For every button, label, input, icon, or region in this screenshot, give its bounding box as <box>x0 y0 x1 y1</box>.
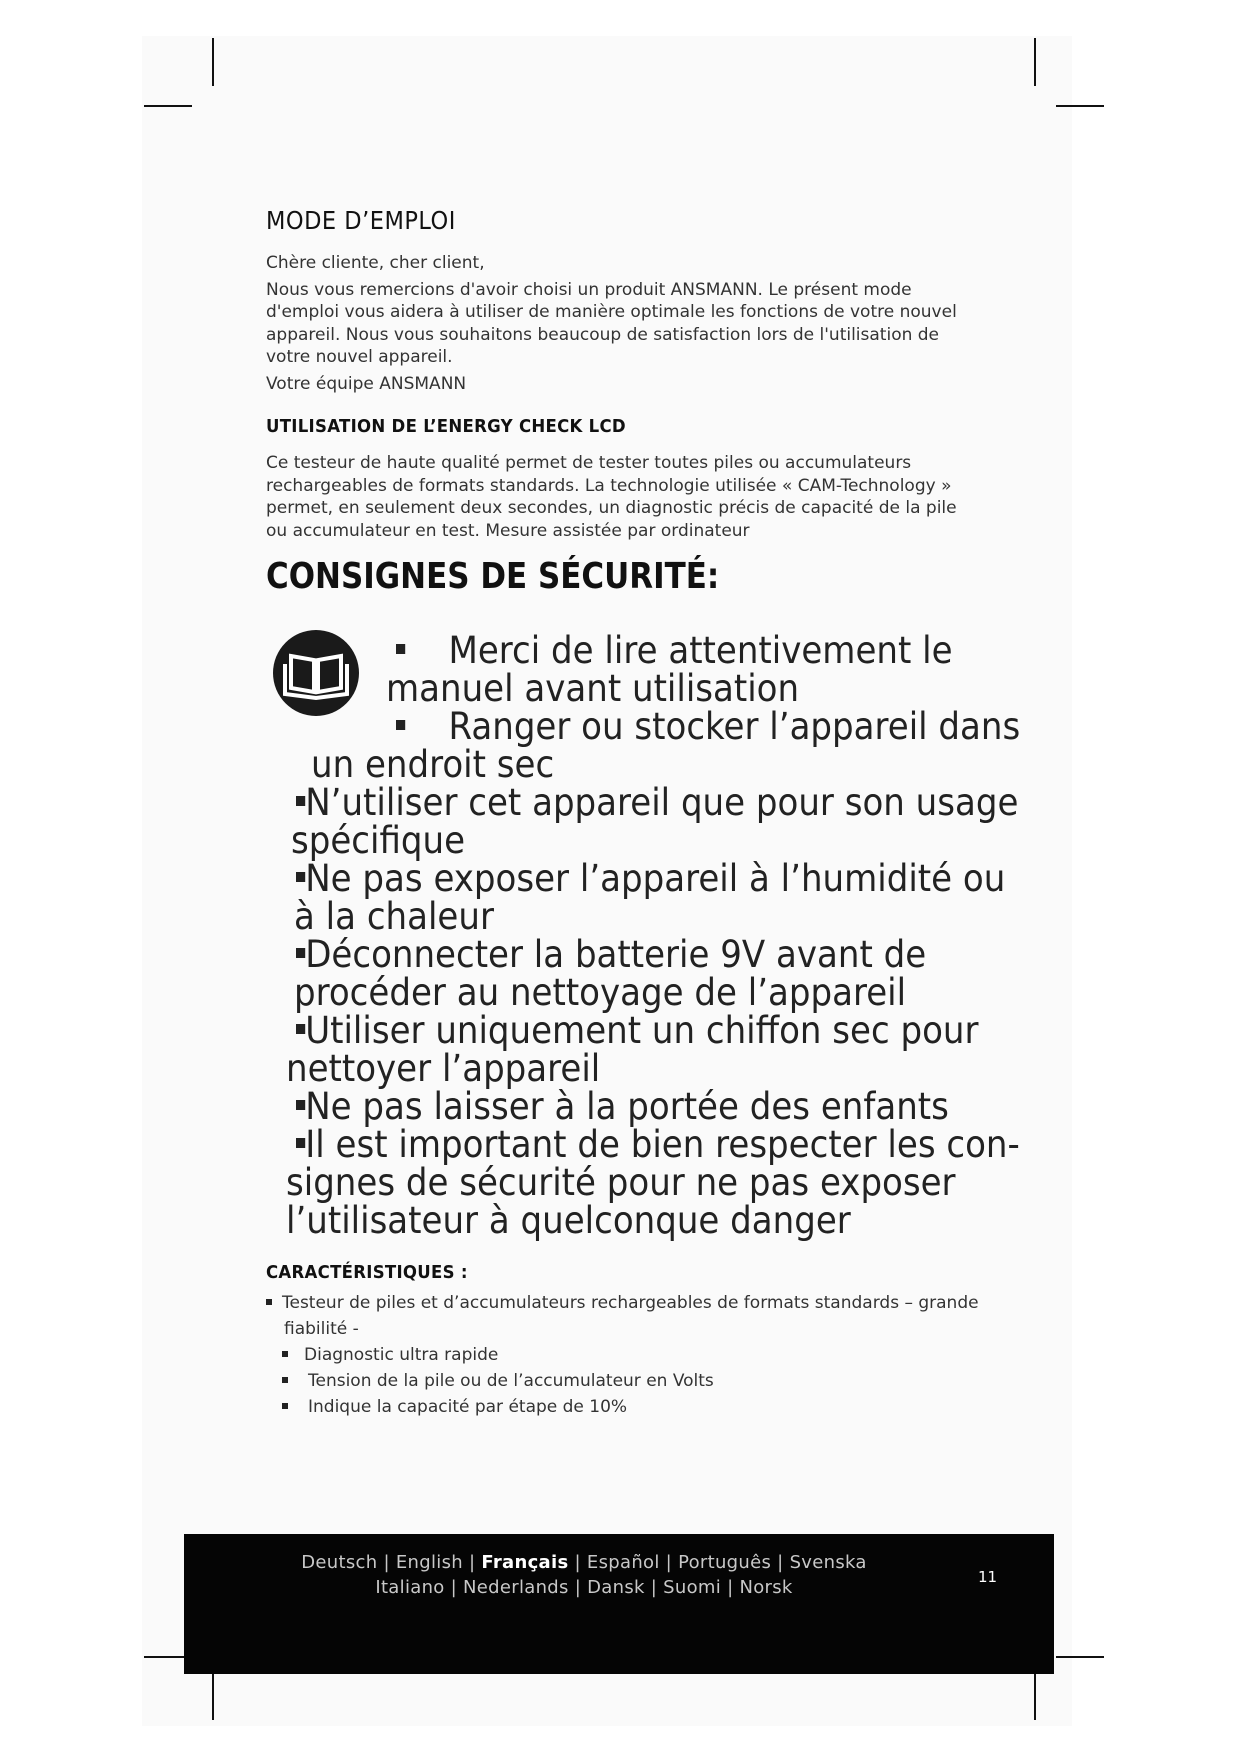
feature-item: Tension de la pile ou de l’accumulateur en Volts <box>266 1368 1026 1394</box>
safety-item-cont: signes de sécurité pour ne pas exposer <box>286 1161 956 1204</box>
feature-item-cont: fiabilité - <box>284 1319 359 1339</box>
crop-mark <box>1034 38 1036 86</box>
intro-greeting: Chère cliente, cher client, <box>266 253 485 273</box>
intro-signature: Votre équipe ANSMANN <box>266 373 467 394</box>
lang-link-italiano[interactable]: Italiano <box>375 1577 445 1598</box>
crop-mark <box>1034 1670 1036 1720</box>
safety-item: Merci de lire attentivement le <box>396 631 953 671</box>
language-line-2: Italiano | Nederlands | Dansk | Suomi | Norsk <box>375 1577 793 1598</box>
crop-mark <box>212 38 214 86</box>
lang-link-suomi[interactable]: Suomi <box>663 1577 722 1598</box>
crop-mark <box>212 1670 214 1720</box>
intro-line: votre nouvel appareil. <box>266 347 453 367</box>
safety-item: Ne pas laisser à la portée des enfants <box>296 1087 949 1127</box>
safety-item: Déconnecter la batterie 9V avant de <box>296 935 926 975</box>
lang-link-english[interactable]: English <box>395 1552 463 1573</box>
safety-item-cont: spécifique <box>291 819 466 862</box>
lang-link-deutsch[interactable]: Deutsch <box>301 1552 378 1573</box>
usage-line: Ce testeur de haute qualité permet de tester toutes piles ou accumulateurs <box>266 453 912 473</box>
features-heading: CARACTÉRISTIQUES : <box>266 1262 468 1283</box>
lang-link-espanol[interactable]: Español <box>586 1552 660 1573</box>
feature-item: Testeur de piles et d’accumulateurs rechargeables de formats standards – grande <box>266 1290 1026 1316</box>
crop-mark <box>1056 1656 1104 1658</box>
bullet-square <box>282 1377 288 1383</box>
intro-line: Nous vous remercions d'avoir choisi un produit ANSMANN. Le présent mode <box>266 279 912 300</box>
crop-mark <box>144 105 192 107</box>
lang-link-svenska[interactable]: Svenska <box>789 1552 867 1573</box>
safety-item: Il est important de bien respecter les con- <box>296 1125 1020 1165</box>
safety-item-cont: l’utilisateur à quelconque danger <box>286 1199 851 1242</box>
safety-item: Utiliser uniquement un chiffon sec pour <box>296 1011 979 1051</box>
feature-item: Diagnostic ultra rapide <box>266 1342 1026 1368</box>
features-list <box>266 1290 1026 1420</box>
page-title: MODE D’EMPLOI <box>266 206 456 235</box>
safety-item: N’utiliser cet appareil que pour son usage <box>296 783 1018 823</box>
intro-line: d'emploi vous aidera à utiliser de manière optimale les fonctions de votre nouvel <box>266 302 957 322</box>
crop-mark <box>1056 105 1104 107</box>
safety-heading: CONSIGNES DE SÉCURITÉ: <box>266 556 720 597</box>
intro-section <box>266 252 1006 395</box>
bullet-square <box>282 1351 288 1357</box>
usage-line: rechargeables de formats standards. La technologie utilisée « CAM-Technology » <box>266 475 952 496</box>
safety-item-cont: à la chaleur <box>294 895 494 938</box>
safety-item-cont: procéder au nettoyage de l’appareil <box>294 971 907 1014</box>
intro-line: appareil. Nous vous souhaitons beaucoup de satisfaction lors de l'utilisation de <box>266 324 940 345</box>
safety-item-cont: manuel avant utilisation <box>386 667 800 710</box>
lang-link-nederlands[interactable]: Nederlands <box>463 1577 569 1598</box>
language-nav <box>184 1550 984 1600</box>
usage-text <box>266 452 1006 542</box>
lang-link-norsk[interactable]: Norsk <box>739 1577 793 1598</box>
lang-link-dansk[interactable]: Dansk <box>587 1577 645 1598</box>
feature-item: Indique la capacité par étape de 10% <box>266 1394 1026 1420</box>
safety-item-cont: nettoyer l’appareil <box>286 1047 601 1090</box>
safety-item: Ranger ou stocker l’appareil dans <box>396 707 1020 747</box>
usage-heading: UTILISATION DE L’ENERGY CHECK LCD <box>266 416 626 437</box>
lang-link-portugues[interactable]: Português <box>678 1552 772 1573</box>
language-line-1: Deutsch | English | Français | Español | Português | Svenska <box>301 1552 867 1573</box>
bullet-square <box>282 1403 288 1409</box>
usage-line: permet, en seulement deux secondes, un diagnostic précis de capacité de la pile <box>266 498 957 518</box>
safety-item: Ne pas exposer l’appareil à l’humidité ou <box>296 859 1005 899</box>
open-book-icon <box>271 628 361 718</box>
bullet-square <box>266 1299 272 1305</box>
page-number: 11 <box>978 1568 998 1586</box>
lang-link-francais[interactable]: Français <box>481 1552 569 1573</box>
safety-item-cont: un endroit sec <box>311 743 555 786</box>
usage-line: ou accumulateur en test. Mesure assistée par ordinateur <box>266 520 750 541</box>
